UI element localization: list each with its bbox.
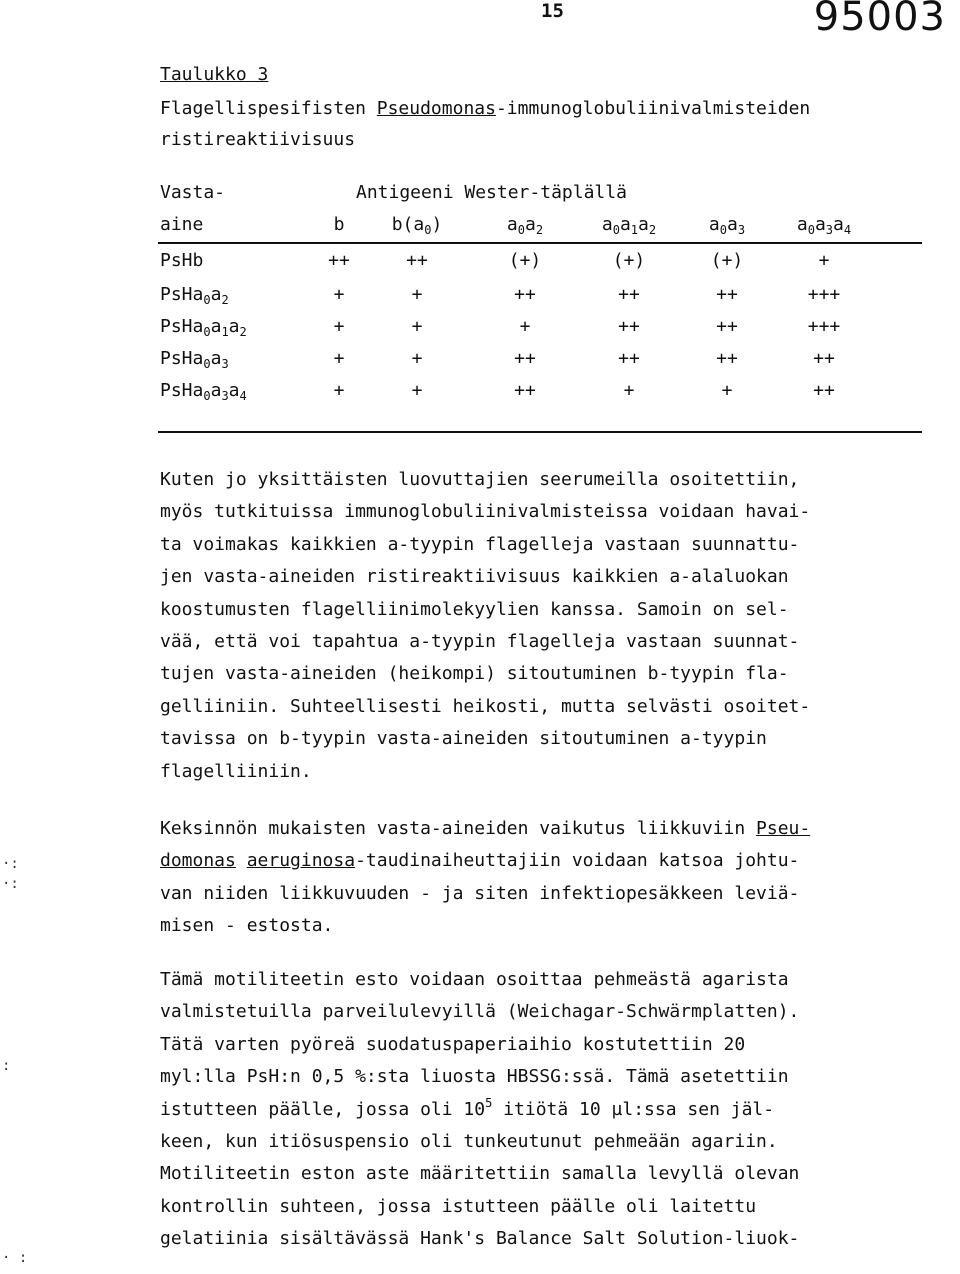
table-title-before: Flagellispesifisten — [160, 98, 377, 119]
paragraph-line: tavissa on b-tyypin vasta-aineiden sitoutuminen a-tyypin — [160, 728, 767, 750]
paragraph-line: istutteen päälle, jossa oli $10^5$ itiötä 10 µl:ssa sen jäl- — [160, 1095, 775, 1120]
column-header: $a_0a_1a_2$ — [601, 214, 657, 237]
column-header: $a_0a_2$ — [506, 214, 544, 237]
table-title-after: -immunoglobuliinivalmisteiden — [495, 98, 811, 119]
paragraph-line: valmistetuilla parveilulevyillä (Weichagar-Schwärmplatten). — [160, 1001, 800, 1023]
table-cell: + — [411, 348, 423, 369]
table-cell: ++ — [328, 250, 350, 271]
table-title-line2: ristireaktiivisuus — [160, 129, 356, 150]
scan-speck: ·: — [2, 856, 19, 872]
table-cell: ++ — [514, 284, 536, 305]
scan-speck: : — [2, 1058, 11, 1074]
row-label: $PsHa_0a_3a_4$ — [160, 380, 247, 403]
table-cell: + — [721, 380, 733, 401]
row-label: $PsHa_0a_1a_2$ — [160, 316, 247, 339]
table-cell: (+) — [612, 250, 646, 271]
row-label: $PsHa_0a_2$ — [160, 284, 229, 307]
paragraph-cross-reactivity — [160, 464, 930, 788]
table-cell: +++ — [807, 316, 841, 337]
table-title-organism: Pseudomonas — [376, 98, 496, 119]
paragraph-line: Tämä motiliteetin esto voidaan osoittaa pehmeästä agarista — [160, 969, 789, 990]
paragraph-line: myl:lla PsH:n 0,5 %:sta liuosta HBSSG:ssä. Tämä asetettiin — [160, 1066, 789, 1088]
table-cell: ++ — [406, 250, 428, 271]
table-cell: ++ — [716, 284, 738, 305]
table-cell: ++ — [813, 348, 835, 369]
column-header: b — [333, 214, 345, 235]
paragraph-motility-effect — [160, 813, 930, 943]
table-cell: + — [411, 284, 423, 305]
table-cell: + — [623, 380, 635, 401]
table-caption-text: Taulukko 3 — [160, 64, 269, 85]
header-vasta: Vasta- — [160, 182, 226, 203]
paragraph-line: van niiden liikkuvuuden - ja siten infektiopesäkkeen leviä- — [160, 882, 800, 904]
scan-speck: · : — [2, 1250, 28, 1266]
paragraph-line: koostumusten flagelliinimolekyylien kanssa. Samoin on sel- — [160, 598, 789, 620]
column-header: $a_0a_3a_4$ — [796, 214, 852, 237]
table-caption — [160, 64, 268, 85]
page-number: 15 — [541, 0, 564, 22]
table-cell: ++ — [514, 348, 536, 369]
paragraph-line: Keksinnön mukaisten vasta-aineiden vaikutus liikkuviin Pseu- — [160, 818, 811, 839]
paragraph-line: gelatiinia sisältävässä Hank's Balance Salt Solution-liuok- — [160, 1228, 800, 1250]
paragraph-line: myös tutkituissa immunoglobuliinivalmisteissa voidaan havai- — [160, 501, 811, 523]
paragraph-line: Tätä varten pyöreä suodatuspaperiaihio kostutettiin 20 — [160, 1033, 746, 1055]
table-cell: + — [333, 348, 345, 369]
table-cell: + — [818, 250, 830, 271]
table-cell: ++ — [618, 316, 640, 337]
table-cell: ++ — [716, 348, 738, 369]
table-cell: (+) — [508, 250, 542, 271]
table-cell: ++ — [716, 316, 738, 337]
document-number: 95003 — [813, 0, 946, 40]
header-aine: aine — [160, 214, 204, 235]
paragraph-line: tujen vasta-aineiden (heikompi) sitoutuminen b-tyypin fla- — [160, 663, 789, 685]
table-cell: +++ — [807, 284, 841, 305]
table-cell: + — [333, 284, 345, 305]
paragraph-line: kontrollin suhteen, jossa istutteen päälle oli laitettu — [160, 1195, 757, 1217]
paragraph-line: keen, kun itiösuspensio oli tunkeutunut pehmeään agariin. — [160, 1131, 778, 1153]
paragraph-line: domonas aeruginosa-taudinaiheuttajiin voidaan katsoa johtu- — [160, 850, 800, 872]
row-label: PsHb — [160, 250, 204, 271]
table-bottom-rule — [158, 431, 922, 433]
table-cell: ++ — [514, 380, 536, 401]
scan-speck: ·: — [2, 876, 19, 892]
paragraph-line: misen - estosta. — [160, 915, 334, 937]
paragraph-line: gelliiniin. Suhteellisesti heikosti, mutta selvästi osoitet- — [160, 695, 811, 717]
row-label: $PsHa_0a_3$ — [160, 348, 229, 371]
paragraph-line: flagelliiniin. — [160, 760, 312, 782]
paragraph-method — [160, 964, 930, 1256]
table-cell: ++ — [813, 380, 835, 401]
table-cell: + — [411, 316, 423, 337]
paragraph-line: ta voimakas kaikkien a-tyypin flagelleja vastaan suunnattu- — [160, 533, 800, 555]
table-title — [160, 98, 810, 119]
paragraph-line: vää, että voi tapahtua a-tyypin flagelleja vastaan suunnat- — [160, 631, 800, 653]
table-cell: ++ — [618, 348, 640, 369]
table-cell: (+) — [710, 250, 744, 271]
header-antigen-group: Antigeeni Wester-täplällä — [356, 182, 627, 203]
table-cell: + — [519, 316, 531, 337]
paragraph-line: Motiliteetin eston aste määritettiin samalla levyllä olevan — [160, 1163, 800, 1185]
paragraph-line: jen vasta-aineiden ristireaktiivisuus kaikkien a-alaluokan — [160, 566, 789, 588]
column-header: $b(a_0)$ — [391, 214, 443, 237]
column-header: $a_0a_3$ — [708, 214, 746, 237]
table-cell: + — [333, 380, 345, 401]
paragraph-line: Kuten jo yksittäisten luovuttajien seerumeilla osoitettiin, — [160, 469, 800, 490]
table-cell: + — [411, 380, 423, 401]
table-top-rule — [158, 242, 922, 244]
table-cell: + — [333, 316, 345, 337]
table-cell: ++ — [618, 284, 640, 305]
